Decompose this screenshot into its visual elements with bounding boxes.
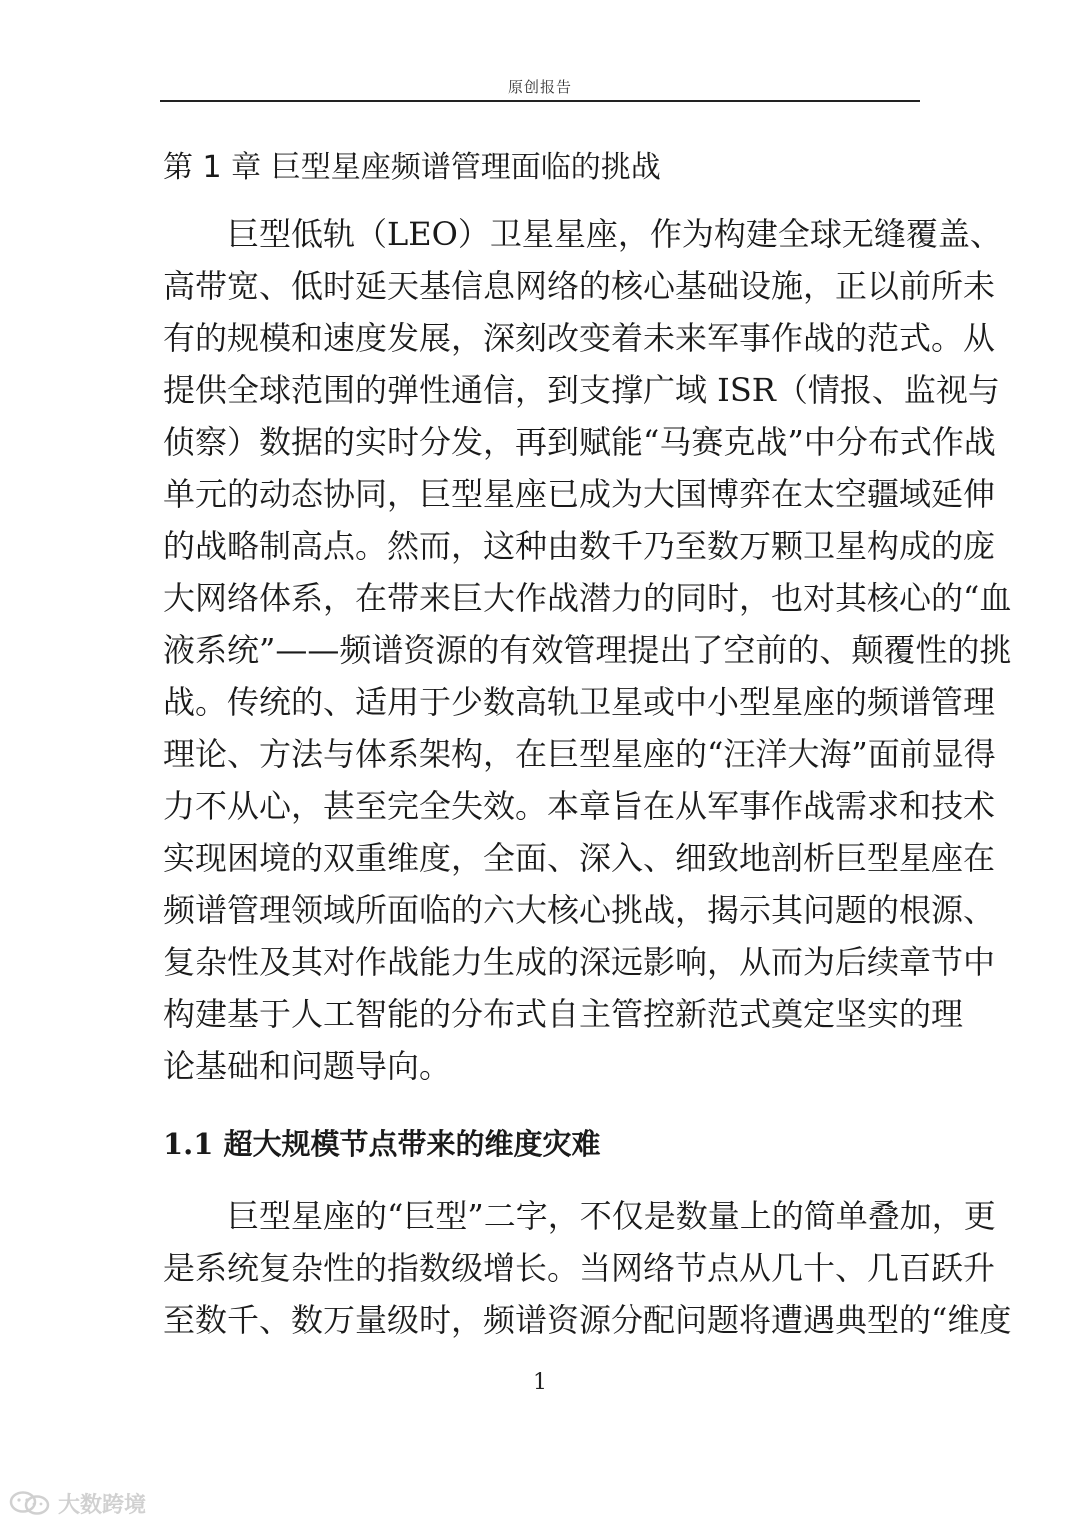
- paragraph-line: 巨型星座的“巨型”二字，不仅是数量上的简单叠加，更: [163, 1197, 996, 1235]
- paragraph-line: 高带宽、低时延天基信息网络的核心基础设施，正以前所未: [163, 267, 996, 305]
- wechat-logo-icon: [8, 1490, 52, 1516]
- paragraph-line: 频谱管理领域所面临的六大核心挑战，揭示其问题的根源、: [163, 891, 996, 929]
- paragraph-line: 巨型低轨（LEO）卫星星座，作为构建全球无缝覆盖、: [163, 215, 1002, 253]
- section-title: 1.1 超大规模节点带来的维度灾难: [163, 1127, 601, 1161]
- running-header: 原创报告: [507, 78, 572, 96]
- section-paragraph: [163, 1190, 1012, 1346]
- page-number: 1: [533, 1370, 547, 1395]
- chapter-title: 第 1 章 巨型星座频谱管理面临的挑战: [163, 150, 661, 185]
- paragraph-line: 构建基于人工智能的分布式自主管控新范式奠定坚实的理: [163, 995, 964, 1033]
- paragraph-line: 至数千、数万量级时，频谱资源分配问题将遭遇典型的“维度: [163, 1301, 1012, 1339]
- paragraph-line: 大网络体系，在带来巨大作战潜力的同时，也对其核心的“血: [163, 579, 1012, 617]
- header-rule: [160, 100, 920, 102]
- paragraph-line: 论基础和问题导向。: [163, 1047, 452, 1085]
- watermark-text: 大数跨境: [58, 1492, 147, 1518]
- paragraph-line: 的战略制高点。然而，这种由数千乃至数万颗卫星构成的庞: [163, 527, 996, 565]
- paragraph-line: 实现困境的双重维度，全面、深入、细致地剖析巨型星座在: [163, 839, 996, 877]
- paragraph-line: 战。传统的、适用于少数高轨卫星或中小型星座的频谱管理: [163, 683, 996, 721]
- intro-paragraph: [163, 208, 1012, 1092]
- paragraph-line: 力不从心，甚至完全失效。本章旨在从军事作战需求和技术: [163, 787, 996, 825]
- watermark: [8, 1486, 146, 1520]
- paragraph-line: 单元的动态协同，巨型星座已成为大国博弈在太空疆域延伸: [163, 475, 996, 513]
- paragraph-line: 侦察）数据的实时分发，再到赋能“马赛克战”中分布式作战: [163, 423, 996, 461]
- paragraph-line: 有的规模和速度发展，深刻改变着未来军事作战的范式。从: [163, 319, 996, 357]
- paragraph-line: 提供全球范围的弹性通信，到支撑广域 ISR（情报、监视与: [163, 371, 1000, 409]
- paragraph-line: 是系统复杂性的指数级增长。当网络节点从几十、几百跃升: [163, 1249, 996, 1287]
- paragraph-line: 理论、方法与体系架构，在巨型星座的“汪洋大海”面前显得: [163, 735, 996, 773]
- paragraph-line: 液系统”——频谱资源的有效管理提出了空前的、颠覆性的挑: [163, 631, 1012, 669]
- paragraph-line: 复杂性及其对作战能力生成的深远影响，从而为后续章节中: [163, 943, 996, 981]
